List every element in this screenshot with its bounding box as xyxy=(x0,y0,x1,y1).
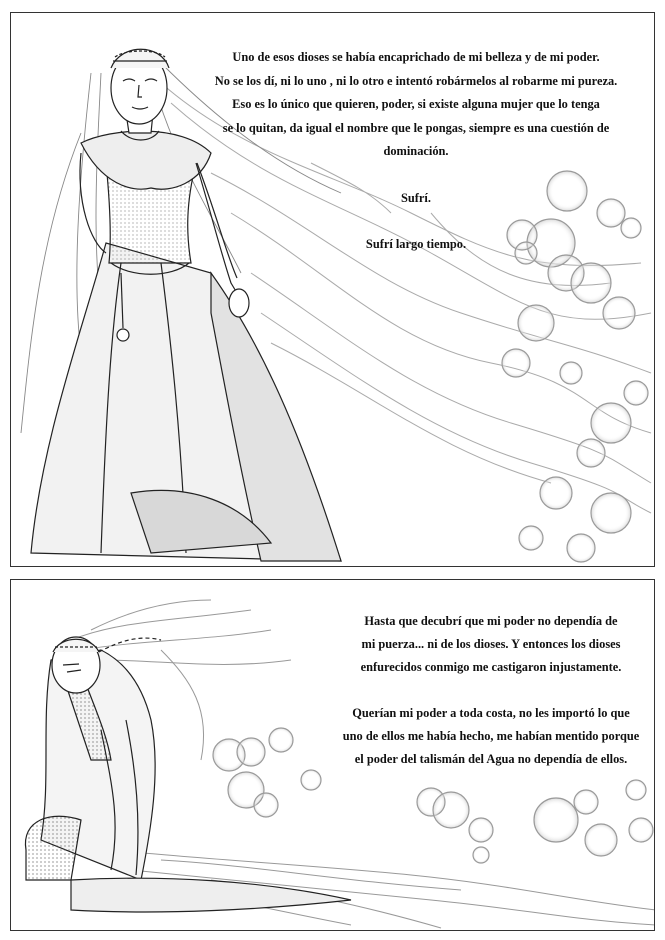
comic-panel-2 xyxy=(10,579,655,931)
narration-line: No se los dí, ni lo uno , ni lo otro e intentó robármelos al robarme mi pureza. xyxy=(214,73,618,88)
narration-line: Sufrí. xyxy=(401,190,431,205)
narration-line: Uno de esos dioses se había encaprichado de mi belleza y de mi poder. xyxy=(232,50,600,64)
narration-line: se lo quitan, da igual el nombre que le pongas, siempre es una cuestión de xyxy=(222,120,610,135)
narration-line: el poder del talismán del Agua no dependía de ellos. xyxy=(354,752,628,766)
narration-line: Sufrí largo tiempo. xyxy=(365,237,467,251)
narration-line: enfurecidos conmigo me castigaron injustamente. xyxy=(360,660,622,674)
narration-line: Eso es lo único que quieren, poder, si existe alguna mujer que lo tenga xyxy=(232,97,600,111)
narration-line: mi puerza... ni de los dioses. Y entonces los dioses xyxy=(361,637,621,651)
comic-panel-1 xyxy=(10,12,655,567)
narration-text-2 xyxy=(331,610,651,771)
narration-line: Querían mi poder a toda costa, no les importó lo que xyxy=(352,706,630,720)
narration-text-1 xyxy=(201,46,631,257)
narration-line: Hasta que decubrí que mi poder no dependía de xyxy=(364,614,618,628)
narration-line: uno de ellos me había hecho, me habían mentido porque xyxy=(342,729,640,743)
narration-line: dominación. xyxy=(383,144,449,158)
